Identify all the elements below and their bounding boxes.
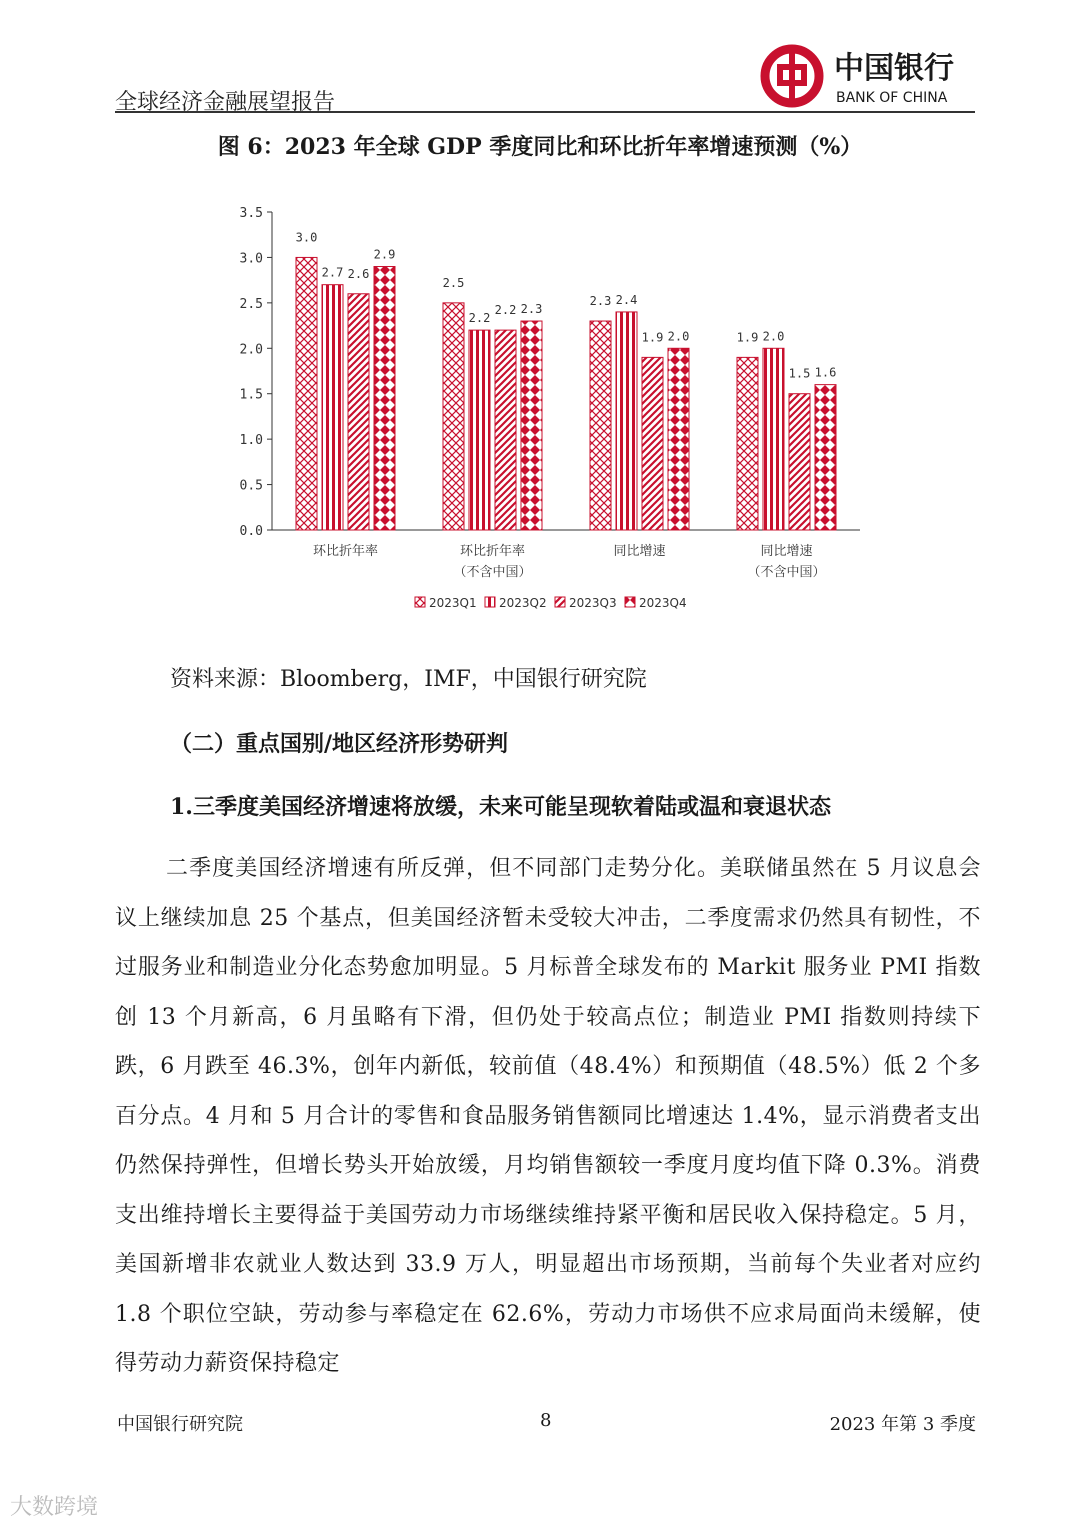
logo-en-text: BANK OF CHINA <box>836 90 948 106</box>
logo-cn-text: 中国银行 <box>834 51 954 86</box>
x-category-label: （不含中国） <box>747 565 826 580</box>
y-tick-label: 3.0 <box>239 251 263 267</box>
bar <box>737 357 758 530</box>
bar <box>668 348 689 530</box>
figure-source: 资料来源：Bloomberg，IMF，中国银行研究院 <box>170 667 647 692</box>
data-label: 1.6 <box>814 365 837 380</box>
y-tick-label: 1.5 <box>239 387 263 403</box>
bar <box>469 330 490 530</box>
data-label: 1.5 <box>788 366 811 381</box>
bank-of-china-logo <box>760 40 980 110</box>
data-label: 2.3 <box>589 294 612 309</box>
bar <box>296 257 317 530</box>
bar <box>322 285 343 530</box>
figure-title: 图 6：2023 年全球 GDP 季度同比和环比折年率增速预测（%） <box>217 134 863 160</box>
bar <box>590 321 611 530</box>
legend-label: 2023Q4 <box>639 596 687 610</box>
bar <box>642 357 663 530</box>
y-tick-label: 2.0 <box>239 342 263 358</box>
bar <box>789 394 810 530</box>
legend-swatch <box>555 597 565 607</box>
legend-label: 2023Q2 <box>499 596 547 610</box>
body-paragraph: 二季度美国经济增速有所反弹，但不同部门走势分化。美联储虽然在 5 月议息会议上继续加息 25 个基点，但美国经济暂未受较大冲击，二季度需求仍然具有韧性，不过服务业和制造业分化态势愈加明显。5 月标普全球发布的 Markit 服务业 PMI 指数创 13 个月新高，6 月虽略有下滑，但仍处于较高点位；制造业 PMI 指数则持续下跌，6 月跌至 46.3%，创年内新低，较前值（48.4%）和预期值（48.5%）低 2 个多百分点。4 月和 5 月合计的零售和食品服务销售额同比增速达 1.4%，显示消费者支出仍然保持弹性，但增长势头开始放缓，月均销售额较一季度月度均值下降 0.3%。消费支出维持增长主要得益于美国劳动力市场继续维持紧平衡和居民收入保持稳定。5 月，美国新增非农就业人数达到 33.9 万人，明显超出市场预期，当前每个失业者对应约 1.8 个职位空缺，劳动参与率稳定在 62.6%，劳动力市场供不应求局面尚未缓解，使得劳动力薪资保持稳定 <box>115 856 981 1376</box>
data-label: 2.2 <box>468 311 491 326</box>
legend-label: 2023Q3 <box>569 596 617 610</box>
data-label: 3.0 <box>295 230 318 245</box>
logo-bar <box>789 46 795 106</box>
data-label: 2.2 <box>494 303 517 318</box>
subsection-heading: 1.三季度美国经济增速将放缓，未来可能呈现软着陆或温和衰退状态 <box>170 794 831 820</box>
bar <box>521 321 542 530</box>
report-title: 全球经济金融展望报告 <box>115 90 336 115</box>
bar <box>763 348 784 530</box>
y-tick-label: 0.0 <box>239 524 263 539</box>
x-category-label: 同比增速 <box>760 544 813 559</box>
data-label: 1.9 <box>641 330 664 345</box>
data-label: 2.7 <box>321 265 344 280</box>
watermark: 大数跨境 <box>10 1495 99 1520</box>
y-tick-label: 0.5 <box>239 478 263 494</box>
data-label: 2.5 <box>442 275 465 290</box>
section-heading: （二）重点国别/地区经济形势研判 <box>170 731 509 757</box>
bar <box>443 303 464 530</box>
bar <box>616 312 637 530</box>
bar <box>495 330 516 530</box>
bar <box>348 294 369 530</box>
legend-label: 2023Q1 <box>429 596 477 610</box>
data-label: 1.9 <box>736 330 759 345</box>
y-tick-label: 3.5 <box>239 206 263 221</box>
data-label: 2.3 <box>520 302 543 317</box>
footer-period: 2023 年第 3 季度 <box>829 1414 976 1435</box>
bar <box>815 385 836 530</box>
data-label: 2.4 <box>615 292 638 307</box>
legend-swatch <box>625 597 635 607</box>
legend-swatch <box>415 597 425 607</box>
footer-institution: 中国银行研究院 <box>117 1414 243 1435</box>
data-label: 2.6 <box>347 266 370 281</box>
x-category-label: 环比折年率 <box>312 544 379 559</box>
bar <box>374 267 395 530</box>
y-tick-label: 2.5 <box>239 296 263 312</box>
x-category-label: 同比增速 <box>613 544 666 559</box>
data-label: 2.0 <box>762 329 785 344</box>
header-divider <box>115 111 975 113</box>
page-number: 8 <box>540 1410 552 1431</box>
data-label: 2.0 <box>667 329 690 344</box>
x-category-label: 环比折年率 <box>459 544 526 559</box>
gdp-bar-chart <box>200 195 880 625</box>
x-category-label: （不含中国） <box>453 565 532 580</box>
y-tick-label: 1.0 <box>239 433 263 449</box>
legend-swatch <box>485 597 495 607</box>
data-label: 2.9 <box>373 247 396 262</box>
